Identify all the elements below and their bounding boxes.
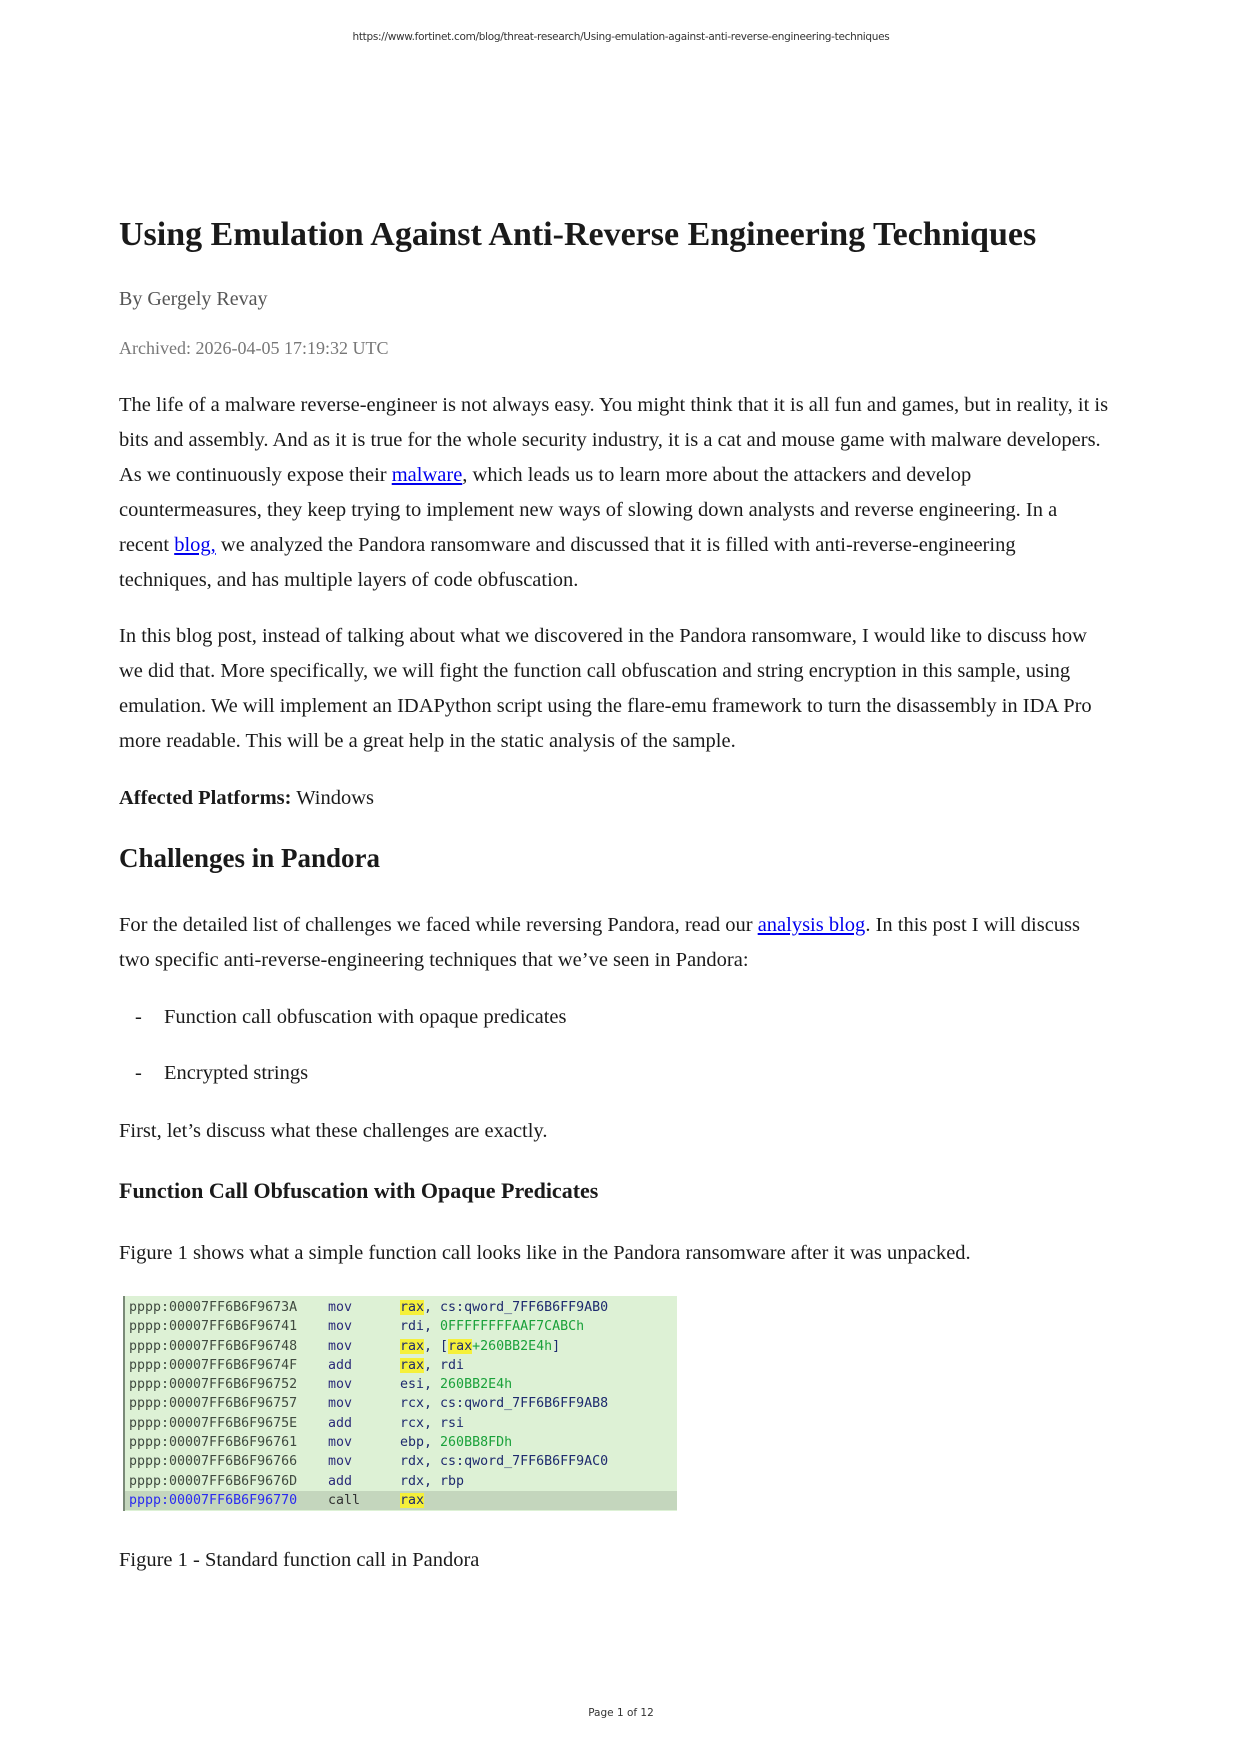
code-operand: rax: [400, 1338, 425, 1354]
disassembly-figure: [123, 1296, 677, 1511]
code-operand: rdx: [400, 1454, 425, 1470]
code-operand: rax: [448, 1338, 473, 1354]
code-mnemonic: call: [328, 1492, 361, 1508]
figure-caption: Figure 1 - Standard function call in Pandora: [119, 1549, 480, 1571]
code-line: [125, 1472, 677, 1491]
code-operand: 260BB2E4h: [440, 1377, 513, 1393]
paragraph-5: Figure 1 shows what a simple function call looks like in the Pandora ransomware after it was unpacked.: [119, 1242, 971, 1264]
code-address: pppp:00007FF6B6F96766: [129, 1454, 298, 1470]
code-operand: +260BB2E4h: [472, 1338, 553, 1354]
code-separator: ,: [424, 1435, 441, 1451]
code-separator: ,: [424, 1454, 441, 1470]
code-operand: 260BB8FDh: [440, 1435, 513, 1451]
code-mnemonic: mov: [328, 1338, 353, 1354]
malware-link[interactable]: malware: [391, 464, 463, 486]
code-address: pppp:00007FF6B6F9676D: [129, 1473, 298, 1489]
page-title: Using Emulation Against Anti-Reverse Engineering Techniques: [119, 216, 1037, 253]
page-number: Page 1 of 12: [588, 1707, 654, 1719]
code-line: [125, 1356, 677, 1375]
code-address: pppp:00007FF6B6F96752: [129, 1377, 298, 1393]
code-operand: esi: [400, 1377, 425, 1393]
code-operand: rax: [400, 1357, 425, 1373]
code-separator: ,: [424, 1396, 441, 1412]
code-mnemonic: mov: [328, 1377, 353, 1393]
code-separator: ,: [424, 1377, 441, 1393]
code-separator: ,: [424, 1415, 441, 1431]
code-operand: rax: [400, 1492, 425, 1508]
code-operand: rax: [400, 1300, 425, 1315]
paragraph-4: First, let’s discuss what these challenges are exactly.: [119, 1120, 548, 1142]
code-separator: ,: [424, 1473, 441, 1489]
code-address: pppp:00007FF6B6F9675E: [129, 1415, 298, 1431]
code-operand: 0FFFFFFFFAAF7CABCh: [440, 1319, 585, 1335]
intro-paragraph: The life of a malware reverse-engineer is not always easy. You might think that it is all fun and games, but in reality, it is bits and assembly. And as it is true for the whole security industry, it is a cat and mouse game with malware developers. As we continuously expose their malware, which leads us to learn more about the attackers and develop countermeasures, they keep trying to implement new ways of slowing down analysts and reverse engineering. In a recent blog, we analyzed the Pandora ransomware and discussed that it is filled with anti-reverse-engineering techniques, and has multiple layers of code obfuscation.: [119, 394, 1109, 591]
archived-timestamp: Archived: 2026-04-05 17:19:32 UTC: [119, 338, 389, 358]
code-operand: rdx: [400, 1473, 425, 1489]
code-line: [125, 1337, 677, 1356]
code-line: [125, 1298, 677, 1317]
header-url: https://www.fortinet.com/blog/threat-research/Using-emulation-against-anti-reverse-engineering-techniques: [352, 31, 890, 43]
paragraph-2: In this blog post, instead of talking about what we discovered in the Pandora ransomware, I would like to discuss how we did that. More specifically, we will fight the function call obfuscation and string encryption in this sample, using emulation. We will implement an IDAPython script using the flare-emu framework to turn the disassembly in IDA Pro more readable. This will be a great help in the static analysis of the sample.: [119, 625, 1092, 752]
byline: By Gergely Revay: [119, 288, 268, 310]
code-address: pppp:00007FF6B6F96761: [129, 1435, 298, 1451]
code-separator: ,: [424, 1300, 441, 1315]
code-address: pppp:00007FF6B6F96748: [129, 1338, 298, 1354]
affected-platforms: Affected Platforms: Windows: [119, 787, 374, 809]
subsection-heading: Function Call Obfuscation with Opaque Predicates: [119, 1178, 599, 1203]
blog-link[interactable]: blog,: [174, 534, 216, 556]
code-line: [125, 1452, 677, 1471]
code-address: pppp:00007FF6B6F96757: [129, 1396, 298, 1412]
code-address: pppp:00007FF6B6F96741: [129, 1319, 298, 1335]
code-mnemonic: mov: [328, 1396, 353, 1412]
code-separator: ,: [424, 1357, 441, 1373]
code-line: [125, 1491, 677, 1510]
code-separator: ,: [424, 1319, 441, 1335]
code-operand: rsi: [440, 1415, 465, 1431]
code-line: [125, 1375, 677, 1394]
paragraph-3: For the detailed list of challenges we faced while reversing Pandora, read our analysis blog. In this post I will discuss two specific anti-reverse-engineering techniques that we’ve seen in Pandora:: [119, 914, 1081, 971]
code-separator: , [: [424, 1338, 449, 1354]
code-operand: rbp: [440, 1473, 465, 1489]
code-address: pppp:00007FF6B6F96770: [129, 1492, 298, 1508]
analysis-blog-link[interactable]: analysis blog: [757, 914, 866, 936]
section-heading: Challenges in Pandora: [119, 843, 381, 873]
code-line: [125, 1414, 677, 1433]
code-line: [125, 1317, 677, 1336]
code-operand: rdi: [440, 1357, 465, 1373]
code-line: [125, 1433, 677, 1452]
code-operand: rdi: [400, 1319, 425, 1335]
code-mnemonic: add: [328, 1357, 353, 1373]
code-mnemonic: mov: [328, 1319, 353, 1335]
code-operand: rcx: [400, 1396, 425, 1412]
code-operand: rcx: [400, 1415, 425, 1431]
code-operand: ebp: [400, 1435, 425, 1451]
code-address: pppp:00007FF6B6F9674F: [129, 1357, 298, 1373]
code-operand: cs:qword_7FF6B6FF9AB8: [440, 1396, 609, 1412]
code-mnemonic: mov: [328, 1435, 353, 1451]
code-mnemonic: add: [328, 1415, 353, 1431]
code-operand: cs:qword_7FF6B6FF9AB0: [440, 1300, 609, 1315]
code-mnemonic: mov: [328, 1454, 353, 1470]
code-mnemonic: add: [328, 1473, 353, 1489]
code-separator: ]: [552, 1338, 561, 1354]
code-operand: cs:qword_7FF6B6FF9AC0: [440, 1454, 609, 1470]
code-line: [125, 1394, 677, 1413]
code-address: pppp:00007FF6B6F9673A: [129, 1300, 298, 1315]
code-mnemonic: mov: [328, 1300, 353, 1315]
